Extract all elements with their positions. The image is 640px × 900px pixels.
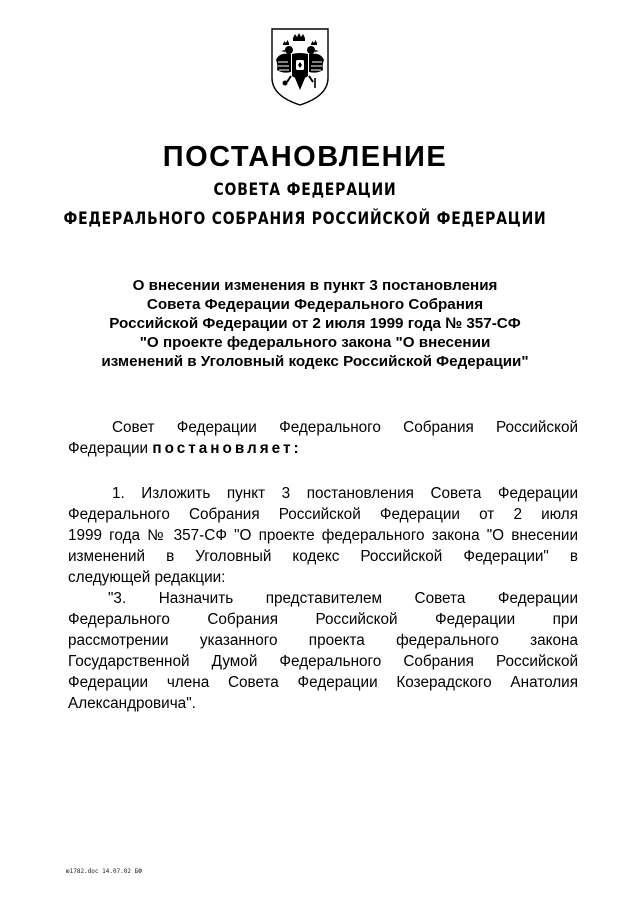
item-line: следующей редакции:: [68, 569, 226, 586]
document-title: ПОСТАНОВЛЕНИЕ: [162, 141, 448, 173]
quote-line: "3. Назначить представителем Совета Федерации: [108, 590, 578, 607]
state-emblem-icon: [269, 26, 331, 108]
subject-line: изменений в Уголовный кодекс Российской Федерации": [101, 353, 529, 370]
subject-line: "О проекте федерального закона "О внесении: [139, 334, 491, 351]
subject-line: Российской Федерации от 2 июля 1999 года № 357-СФ: [109, 315, 521, 332]
quote-line: Государственной Думой Федерального Собрания Российской: [68, 653, 578, 670]
subject-line: Совета Федерации Федерального Собрания: [146, 296, 484, 313]
item-line: изменений в Уголовный кодекс Российской Федерации" в: [68, 548, 578, 565]
preamble-line: [68, 438, 578, 459]
quote-line: рассмотрении указанного проекта федерального закона: [68, 632, 578, 649]
quote-line: Федерального Собрания Российской Федерации при: [68, 611, 578, 628]
issuer-line-1: СОВЕТА ФЕДЕРАЦИИ: [213, 180, 397, 200]
quote-line: Александровича".: [68, 695, 196, 712]
issuer-line-2: ФЕДЕРАЛЬНОГО СОБРАНИЯ РОССИЙСКОЙ ФЕДЕРАЦИИ: [63, 209, 547, 229]
item-line: 1999 года № 357-СФ "О проекте федерального закона "О внесении: [68, 527, 578, 544]
document-subject: [60, 276, 570, 371]
preamble-paragraph: [68, 417, 578, 459]
quote-line: Федерации члена Совета Федерации Козерадского Анатолия: [68, 674, 578, 691]
document-code: ю1782.doc 14.07.02 БФ: [66, 868, 142, 875]
preamble-line: Совет Федерации Федерального Собрания Российской: [112, 419, 578, 436]
resolution-body: [68, 483, 578, 714]
item-line: 1. Изложить пункт 3 постановления Совета Федерации: [112, 485, 578, 502]
subject-line: О внесении изменения в пункт 3 постановления: [132, 277, 498, 294]
item-line: Федерального Собрания Российской Федерации от 2 июля: [68, 506, 578, 523]
resolves-word: постановляет:: [152, 440, 302, 457]
preamble-text: Федерации: [68, 440, 153, 457]
